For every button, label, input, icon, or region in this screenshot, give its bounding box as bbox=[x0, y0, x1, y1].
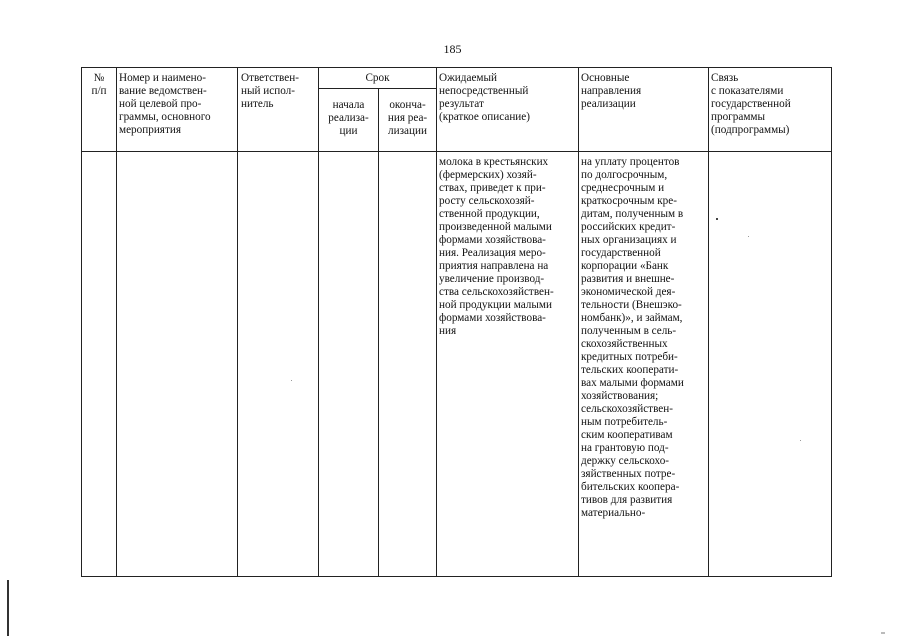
program-table bbox=[81, 67, 832, 577]
expected-result-line: росту сельскохозяй- bbox=[439, 195, 535, 207]
expected-result-line: молока в крестьянских bbox=[439, 156, 549, 168]
directions-line: скохозяйственных bbox=[581, 338, 668, 350]
col-divider-6 bbox=[578, 67, 579, 577]
table-top-border bbox=[81, 67, 832, 68]
expected-result-line: ствах, приведет к при- bbox=[439, 182, 546, 194]
header-program-name: Номер и наимено- вание ведомствен- ной целевой про- граммы, основного мероприятия bbox=[119, 72, 211, 136]
header-srok: Срок bbox=[365, 72, 390, 84]
table-right-border bbox=[831, 67, 832, 577]
directions-line: развития и внешне- bbox=[581, 273, 675, 285]
directions-line: по долгосрочным, bbox=[581, 169, 668, 181]
directions-line: тивов для развития bbox=[581, 494, 673, 506]
directions-line: ским кооперативам bbox=[581, 429, 673, 441]
directions-line: государственной bbox=[581, 247, 661, 259]
header-main-directions: Основные направления реализации bbox=[581, 72, 642, 110]
directions-line: ных организациях и bbox=[581, 234, 677, 246]
expected-result-line: произведенной малыми bbox=[439, 221, 552, 233]
directions-line: краткосрочным кре- bbox=[581, 195, 677, 207]
directions-line: кредитных потреби- bbox=[581, 351, 678, 363]
expected-result-line: ния bbox=[439, 325, 457, 337]
page-number: 185 bbox=[443, 42, 462, 56]
directions-line: среднесрочным и bbox=[581, 182, 665, 194]
directions-line: зяйственных потре- bbox=[581, 468, 676, 480]
table-left-border bbox=[81, 67, 82, 577]
col-divider-7 bbox=[708, 67, 709, 577]
directions-line: вах малыми формами bbox=[581, 377, 684, 389]
expected-result-line: приятия направлена на bbox=[439, 260, 549, 272]
directions-line: материально- bbox=[581, 507, 646, 519]
col-divider-2 bbox=[237, 67, 238, 577]
scan-speck bbox=[881, 632, 885, 634]
expected-result-line: формами хозяйствова- bbox=[439, 234, 546, 246]
header-number: № п/п bbox=[91, 72, 107, 97]
scan-speck bbox=[800, 440, 801, 441]
col-divider-4 bbox=[378, 88, 379, 577]
expected-result-line: ния. Реализация меро- bbox=[439, 247, 546, 259]
header-bottom-border bbox=[81, 151, 832, 152]
expected-result-line: ства сельскохозяйствен- bbox=[439, 286, 554, 298]
expected-result-line: (фермерских) хозяй- bbox=[439, 169, 537, 181]
directions-line: полученным в сель- bbox=[581, 325, 677, 337]
scan-speck bbox=[748, 236, 749, 237]
directions-line: ным потребитель- bbox=[581, 416, 668, 428]
table-bottom-border bbox=[81, 576, 832, 577]
directions-line: на уплату процентов bbox=[581, 156, 680, 168]
directions-line: тельских кооперати- bbox=[581, 364, 679, 376]
directions-line: экономической дея- bbox=[581, 286, 676, 298]
directions-line: корпорации «Банк bbox=[581, 260, 669, 272]
directions-line: российских кредит- bbox=[581, 221, 676, 233]
expected-result-line: формами хозяйствова- bbox=[439, 312, 546, 324]
scan-speck bbox=[291, 380, 292, 381]
col-divider-3 bbox=[318, 67, 319, 577]
directions-line: сельскохозяйствен- bbox=[581, 403, 673, 415]
directions-line: номбанк)», и займам, bbox=[581, 312, 683, 324]
header-srok-end: оконча- ния реа- лизации bbox=[387, 99, 428, 137]
col-divider-5 bbox=[436, 67, 437, 577]
directions-line: тельности (Внешэко- bbox=[581, 299, 682, 311]
scan-speck bbox=[716, 218, 718, 220]
directions-line: дитам, полученным в bbox=[581, 208, 684, 220]
header-expected-result: Ожидаемый непосредственный результат (краткое описание) bbox=[439, 72, 530, 123]
col-divider-1 bbox=[116, 67, 117, 577]
header-srok-start: начала реализа- ции bbox=[328, 99, 369, 137]
expected-result-line: увеличение производ- bbox=[439, 273, 545, 285]
expected-result-line: ственной продукции, bbox=[439, 208, 540, 220]
directions-line: держку сельскохо- bbox=[581, 455, 670, 467]
directions-line: на грантовую под- bbox=[581, 442, 669, 454]
srok-subheader-border bbox=[318, 88, 436, 89]
expected-result-line: ной продукции малыми bbox=[439, 299, 552, 311]
header-indicator-link: Связь с показателями государственной программы (подпрограммы) bbox=[711, 72, 791, 136]
header-responsible: Ответствен- ный испол- нитель bbox=[241, 72, 299, 110]
directions-line: хозяйствования; bbox=[581, 390, 659, 402]
scan-margin-mark bbox=[7, 580, 9, 636]
directions-line: бительских коопера- bbox=[581, 481, 680, 493]
